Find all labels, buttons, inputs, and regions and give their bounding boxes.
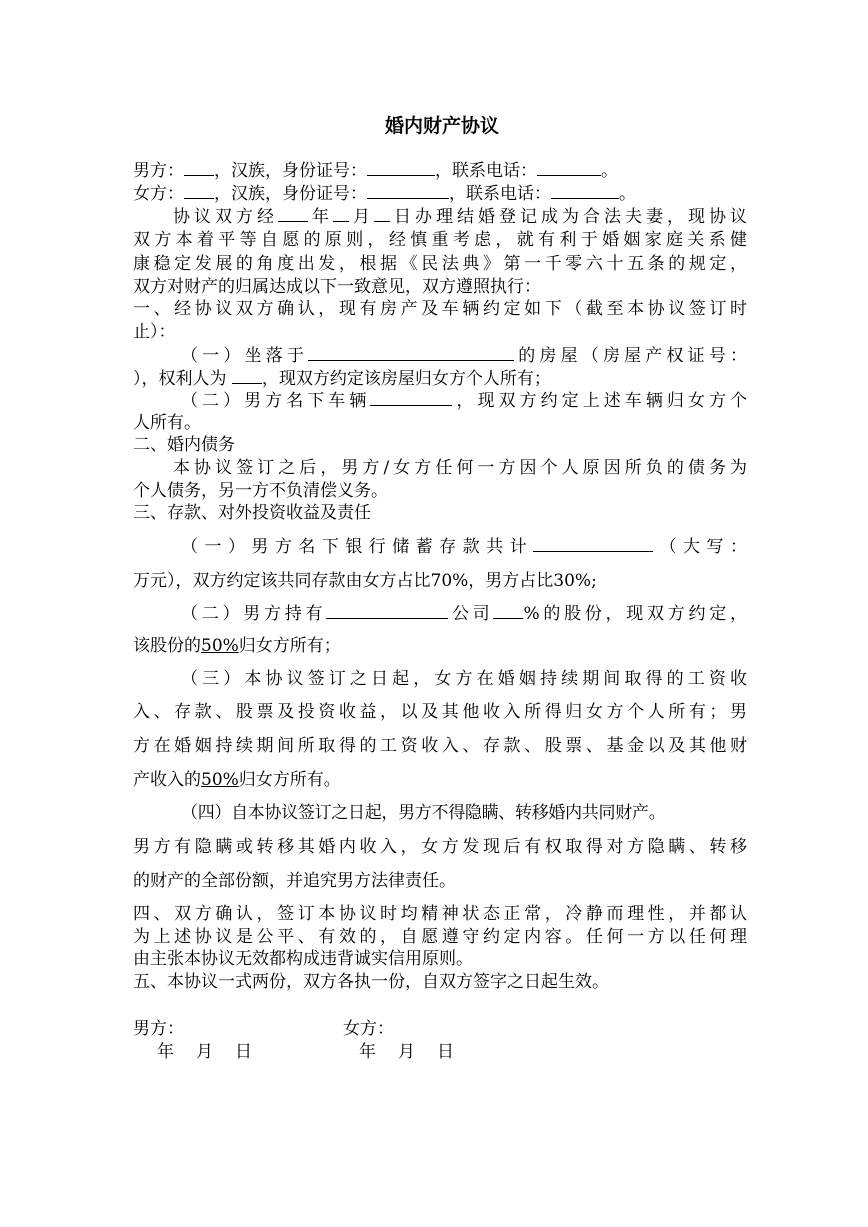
reg-month-blank[interactable] xyxy=(333,206,349,222)
sec3-p4-line-2: 男方有隐瞒或转移其婚内收入，女方发现后有权取得对方隐瞒、转移 xyxy=(133,837,747,857)
house-location-blank[interactable] xyxy=(308,345,514,361)
male-id-blank[interactable] xyxy=(367,160,435,176)
sec1-car-line-1: （二）男方名下车辆 ，现双方约定上述车辆归女方个 xyxy=(181,391,748,411)
male-phone-blank[interactable] xyxy=(537,160,601,176)
intro-line-4: 双方对财产的归属达成以下一致意见，双方遵照执行： xyxy=(133,277,541,297)
sec3-p2-line-2: 该股份的50%归女方所有； xyxy=(133,636,341,656)
female-name-blank[interactable] xyxy=(184,183,214,199)
female-phone-blank[interactable] xyxy=(551,183,619,199)
intro-line-2: 双方本着平等自愿的原则，经慎重考虑，就有利于婚姻家庭关系健 xyxy=(133,230,747,250)
male-name-blank[interactable] xyxy=(184,160,214,176)
sec3-p4-line-3: 的财产的全部份额，并追究男方法律责任。 xyxy=(133,871,456,891)
sec1-car-line-2: 人所有。 xyxy=(133,413,201,433)
sec5-line-1: 五、本协议一式两份，双方各执一份，自双方签字之日起生效。 xyxy=(133,972,609,992)
sec3-p1-line-2: 万元），双方约定该共同存款由女方占比70%，男方占比30%; xyxy=(133,571,597,591)
sec2-line-1: 本协议签订之后，男方/女方任何一方因个人原因所负的债务为 xyxy=(173,458,747,478)
reg-day-blank[interactable] xyxy=(374,206,390,222)
sec2-heading: 二、婚内债务 xyxy=(133,435,235,455)
male-signature-date: 年 月 日 xyxy=(157,1042,252,1062)
sec3-p3-line-4: 产收入的50%归女方所有。 xyxy=(133,770,341,790)
sec4-line-2: 为上述协议是公平、有效的，自愿遵守约定内容。任何一方以任何理 xyxy=(133,927,747,947)
intro-line-1: 协议双方经 年 月 日办理结婚登记成为合法夫妻，现协议 xyxy=(173,207,747,227)
reg-year-blank[interactable] xyxy=(278,206,308,222)
document-title: 婚内财产协议 xyxy=(384,115,499,137)
sec2-line-2: 个人债务，另一方不负清偿义务。 xyxy=(133,481,388,501)
sec3-p3-line-1: （三）本协议签订之日起，女方在婚姻持续期间取得的工资收 xyxy=(181,669,747,689)
sec1-house-line-1: （一）坐落于 的房屋（房屋产权证号： xyxy=(181,346,748,366)
savings-amount-blank[interactable] xyxy=(533,536,653,552)
sec1-heading-line-1: 一、经协议双方确认，现有房产及车辆约定如下（截至本协议签订时 xyxy=(133,299,747,319)
sec4-line-1: 四、双方确认，签订本协议时均精神状态正常，冷静而理性，并都认 xyxy=(133,904,747,924)
male-signature-label: 男方： xyxy=(133,1019,184,1039)
share-percent-blank[interactable] xyxy=(493,603,523,619)
sec3-p3-line-2: 入、存款、股票及投资收益，以及其他收入所得归女方个人所有；男 xyxy=(133,702,747,722)
male-party-line: 男方： ，汉族，身份证号： ，联系电话： 。 xyxy=(133,161,618,181)
female-party-line: 女方： ，汉族，身份证号： ，联系电话： 。 xyxy=(133,184,636,204)
sec4-line-3: 由主张本协议无效都构成违背诚实信用原则。 xyxy=(133,949,473,969)
sec1-house-line-2: ），权利人为 ，现双方约定该房屋归女方个人所有； xyxy=(133,369,551,389)
intro-line-3: 康稳定发展的角度出发，根据《民法典》第一千零六十五条的规定， xyxy=(133,254,747,274)
sec3-p3-line-3: 方在婚姻持续期间所取得的工资收入、存款、股票、基金以及其他财 xyxy=(133,736,747,756)
house-owner-blank[interactable] xyxy=(232,368,262,384)
sec3-p4-line-1: （四）自本协议签订之日起，男方不得隐瞒、转移婚内共同财产。 xyxy=(181,803,666,823)
female-id-blank[interactable] xyxy=(367,183,449,199)
sec3-heading: 三、存款、对外投资收益及责任 xyxy=(133,503,371,523)
car-blank[interactable] xyxy=(370,390,452,406)
sec3-p2-line-1: （二）男方持有 公司 %的股份，现双方约定， xyxy=(181,604,748,624)
company-name-blank[interactable] xyxy=(326,603,448,619)
sec3-p1-line-1: （一）男方名下银行储蓄存款共计 （大写： xyxy=(181,537,748,557)
sec1-heading-line-2: 止）： xyxy=(133,322,176,342)
female-signature-date: 年 月 日 xyxy=(359,1042,454,1062)
female-signature-label: 女方： xyxy=(343,1019,394,1039)
